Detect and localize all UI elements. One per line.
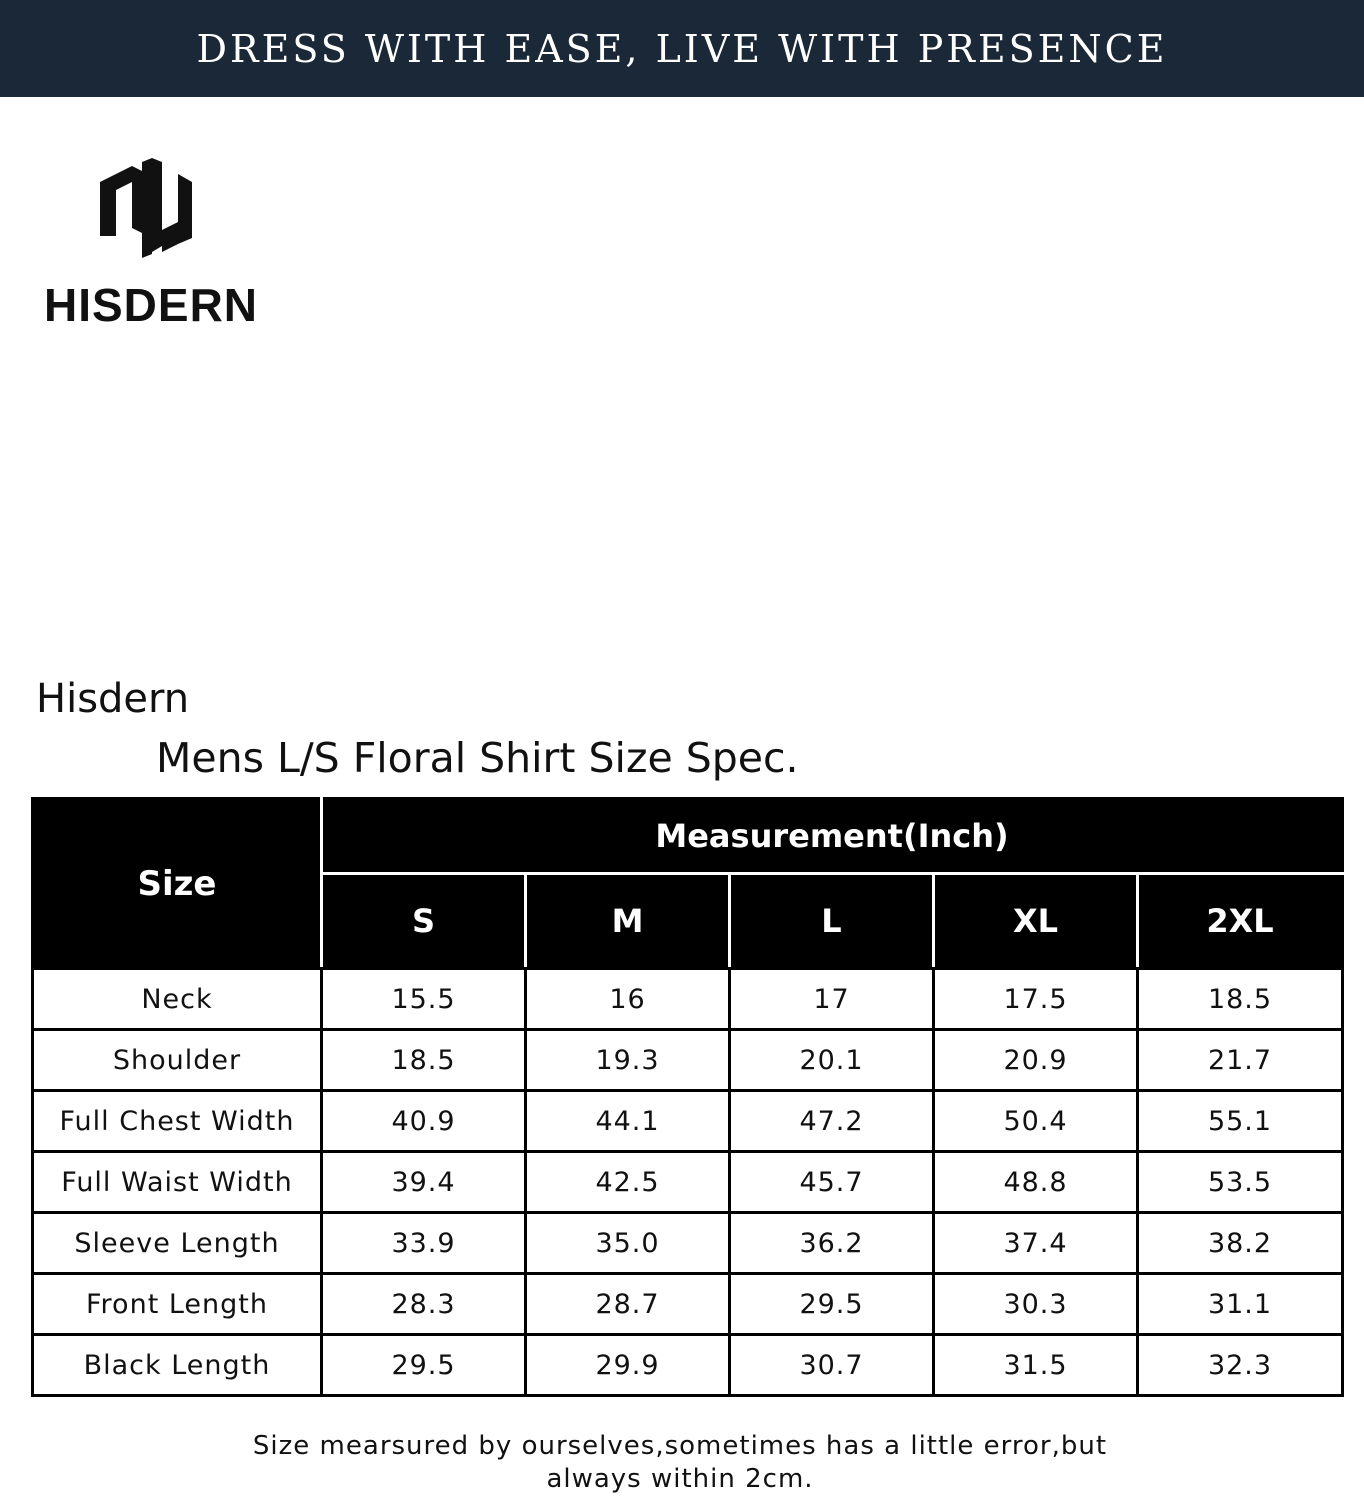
table-cell: 21.7 xyxy=(1138,1030,1343,1091)
table-cell: 18.5 xyxy=(1138,969,1343,1030)
logo-wordmark: HISDERN xyxy=(44,279,259,331)
table-cell: 48.8 xyxy=(934,1152,1138,1213)
size-label-2xl: 2XL xyxy=(1138,874,1343,969)
banner-slogan: DRESS WITH EASE, LIVE WITH PRESENCE xyxy=(196,26,1168,71)
spec-title: Mens L/S Floral Shirt Size Spec. xyxy=(156,734,799,782)
table-cell: 28.3 xyxy=(322,1274,526,1335)
table-cell: 17 xyxy=(730,969,934,1030)
table-cell: 29.5 xyxy=(730,1274,934,1335)
table-cell: 17.5 xyxy=(934,969,1138,1030)
table-cell: 50.4 xyxy=(934,1091,1138,1152)
footnote-line-2: always within 2cm. xyxy=(546,1464,814,1494)
size-label-m: M xyxy=(526,874,730,969)
table-cell: 44.1 xyxy=(526,1091,730,1152)
row-label: Shoulder xyxy=(33,1030,322,1091)
table-cell: 16 xyxy=(526,969,730,1030)
table-row xyxy=(33,1152,1343,1213)
table-cell: 31.1 xyxy=(1138,1274,1343,1335)
row-label: Full Chest Width xyxy=(33,1091,322,1152)
footnote-line-1: Size mearsured by ourselves,sometimes has a little error,but xyxy=(252,1431,1108,1461)
table-cell: 29.5 xyxy=(322,1335,526,1396)
table-cell: 39.4 xyxy=(322,1152,526,1213)
brand-heading: Hisdern xyxy=(36,676,190,722)
table-cell: 29.9 xyxy=(526,1335,730,1396)
table-row xyxy=(33,969,1343,1030)
table-cell: 31.5 xyxy=(934,1335,1138,1396)
table-cell: 33.9 xyxy=(322,1213,526,1274)
measurement-header-cell: Measurement(Inch) xyxy=(322,799,1343,874)
table-row xyxy=(33,1335,1343,1396)
table-header-row xyxy=(33,799,1343,874)
table-cell: 30.3 xyxy=(934,1274,1138,1335)
row-label: Front Length xyxy=(33,1274,322,1335)
table-row xyxy=(33,1213,1343,1274)
table-row xyxy=(33,1030,1343,1091)
table-cell: 36.2 xyxy=(730,1213,934,1274)
row-label: Full Waist Width xyxy=(33,1152,322,1213)
table-cell: 42.5 xyxy=(526,1152,730,1213)
size-header-cell: Size xyxy=(33,799,322,969)
row-label: Sleeve Length xyxy=(33,1213,322,1274)
table-cell: 20.9 xyxy=(934,1030,1138,1091)
table-cell: 30.7 xyxy=(730,1335,934,1396)
table-cell: 55.1 xyxy=(1138,1091,1343,1152)
hisdern-monogram-icon xyxy=(98,156,194,260)
table-row xyxy=(33,1091,1343,1152)
table-row xyxy=(33,1274,1343,1335)
size-label-l: L xyxy=(730,874,934,969)
table-cell: 38.2 xyxy=(1138,1213,1343,1274)
size-chart-table xyxy=(31,797,1344,1397)
table-cell: 20.1 xyxy=(730,1030,934,1091)
table-cell: 32.3 xyxy=(1138,1335,1343,1396)
table-cell: 18.5 xyxy=(322,1030,526,1091)
size-footnote xyxy=(100,1430,1260,1496)
table-cell: 40.9 xyxy=(322,1091,526,1152)
table-cell: 35.0 xyxy=(526,1213,730,1274)
brand-logo xyxy=(40,150,260,330)
table-cell: 47.2 xyxy=(730,1091,934,1152)
table-cell: 28.7 xyxy=(526,1274,730,1335)
table-cell: 37.4 xyxy=(934,1213,1138,1274)
size-label-xl: XL xyxy=(934,874,1138,969)
table-cell: 19.3 xyxy=(526,1030,730,1091)
row-label: Black Length xyxy=(33,1335,322,1396)
table-cell: 15.5 xyxy=(322,969,526,1030)
row-label: Neck xyxy=(33,969,322,1030)
top-banner xyxy=(0,0,1364,97)
table-cell: 53.5 xyxy=(1138,1152,1343,1213)
size-label-s: S xyxy=(322,874,526,969)
table-cell: 45.7 xyxy=(730,1152,934,1213)
